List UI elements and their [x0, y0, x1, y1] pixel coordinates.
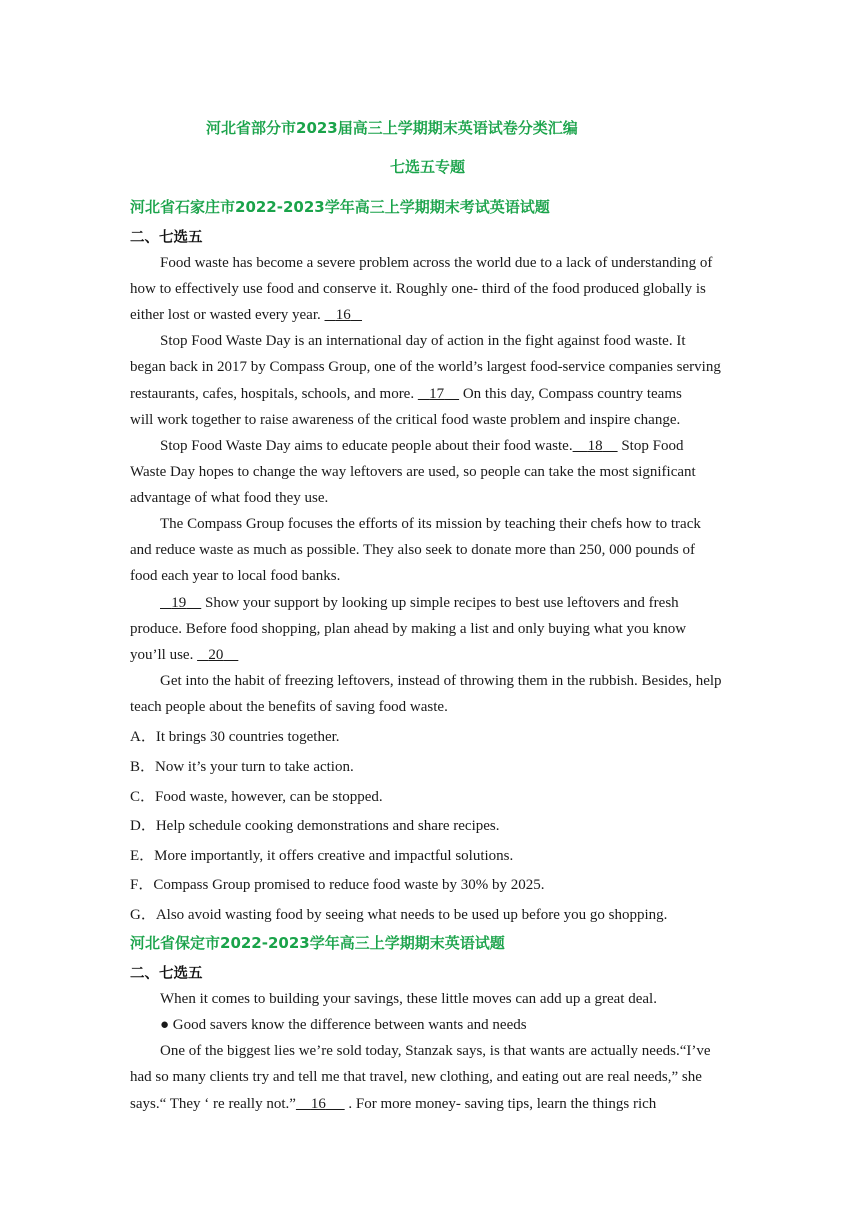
- paragraph-line: began back in 2017 by Compass Group, one of the world’s largest food-service companies serving: [130, 359, 721, 375]
- paragraph-line: [160, 594, 679, 612]
- paragraph-line: Get into the habit of freezing leftovers, instead of throwing them in the rubbish. Besides, help: [160, 673, 722, 689]
- bullet-line: ● Good savers know the difference between wants and needs: [160, 1017, 527, 1033]
- paragraph-line: Waste Day hopes to change the way leftovers are used, so people can take the most significant: [130, 464, 696, 480]
- part-label: 二、七选五: [130, 230, 203, 246]
- text: Stop Food Waste Day aims to educate people about their food waste.: [160, 438, 573, 454]
- paragraph-line: Stop Food Waste Day is an international day of action in the fight against food waste. It: [160, 333, 686, 349]
- text: says.“ They ‘ re really not.”: [130, 1096, 296, 1112]
- paragraph-line: One of the biggest lies we’re sold today, Stanzak says, is that wants are actually needs.“I’ve: [160, 1043, 711, 1059]
- paragraph-line: had so many clients try and tell me that travel, new clothing, and eating out are real needs,” she: [130, 1069, 702, 1085]
- document-subtitle: 七选五专题: [390, 158, 466, 176]
- paragraph-line: food each year to local food banks.: [130, 568, 341, 584]
- option-g: G．Also avoid wasting food by seeing what needs to be used up before you go shopping.: [130, 907, 668, 923]
- paragraph-line: teach people about the benefits of saving food waste.: [130, 699, 448, 715]
- paragraph-line: advantage of what food they use.: [130, 490, 329, 506]
- paragraph-line: and reduce waste as much as possible. They also seek to donate more than 250, 000 pounds of: [130, 542, 696, 558]
- blank-16[interactable]: 16: [335, 307, 351, 323]
- part-label: 二、七选五: [130, 966, 203, 982]
- section-heading-shijiazhuang: 河北省石家庄市2022-2023学年高三上学期期末考试英语试题: [130, 198, 550, 216]
- option-c: C．Food waste, however, can be stopped.: [130, 789, 383, 805]
- paragraph-line: Food waste has become a severe problem across the world due to a lack of understanding of: [160, 255, 713, 271]
- blank-19[interactable]: 19: [171, 595, 187, 611]
- document-title: 河北省部分市2023届高三上学期期末英语试卷分类汇编: [206, 119, 578, 137]
- option-b: B．Now it’s your turn to take action.: [130, 759, 354, 775]
- paragraph-line: When it comes to building your savings, these little moves can add up a great deal.: [160, 991, 657, 1007]
- paragraph-line: produce. Before food shopping, plan ahead by making a list and only buying what you know: [130, 621, 687, 637]
- option-a: A．It brings 30 countries together.: [130, 729, 340, 745]
- option-f: F．Compass Group promised to reduce food waste by 30% by 2025.: [130, 877, 545, 893]
- blank-18[interactable]: 18: [587, 438, 603, 454]
- paragraph-line: will work together to raise awareness of the critical food waste problem and inspire change.: [130, 412, 681, 428]
- text: restaurants, cafes, hospitals, schools, and more.: [130, 386, 415, 402]
- option-d: D．Help schedule cooking demonstrations and share recipes.: [130, 818, 500, 834]
- blank-20[interactable]: 20: [208, 647, 224, 663]
- option-e: E．More importantly, it offers creative and impactful solutions.: [130, 848, 514, 864]
- paragraph-line: [130, 306, 362, 324]
- paragraph-line: The Compass Group focuses the efforts of its mission by teaching their chefs how to track: [160, 516, 701, 532]
- text: Show your support by looking up simple recipes to best use leftovers and fresh: [205, 595, 679, 611]
- blank-16-second[interactable]: 16: [310, 1096, 326, 1112]
- section-heading-baoding: 河北省保定市2022-2023学年高三上学期期末英语试题: [130, 934, 505, 952]
- paragraph-line: [130, 1095, 656, 1113]
- text: On this day, Compass country teams: [462, 386, 682, 402]
- paragraph-line: [160, 437, 683, 455]
- paragraph-line: [130, 646, 238, 664]
- blank-17[interactable]: 17: [429, 386, 445, 402]
- text: . For more money- saving tips, learn the things rich: [348, 1096, 657, 1112]
- text: you’ll use.: [130, 647, 194, 663]
- paragraph-line: [130, 385, 682, 403]
- paragraph-line: how to effectively use food and conserve it. Roughly one- third of the food produced globally is: [130, 281, 706, 297]
- text: either lost or wasted every year.: [130, 307, 321, 323]
- text: Stop Food: [621, 438, 684, 454]
